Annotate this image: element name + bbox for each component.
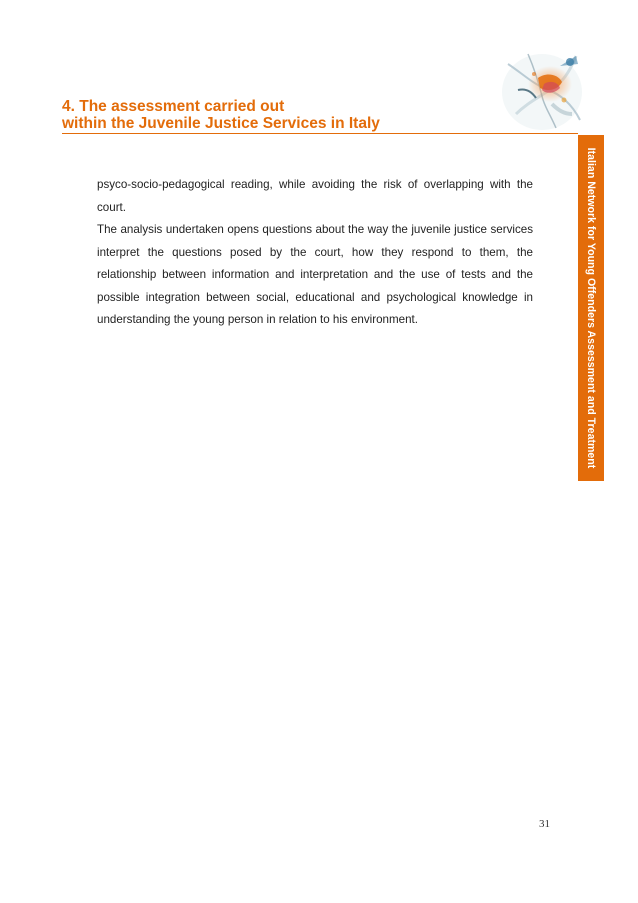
paragraph: psyco-socio-pedagogical reading, while avoiding the risk of overlapping with the court.: [97, 178, 533, 214]
side-tab: [578, 135, 604, 481]
paragraph: The analysis undertaken opens questions about the way the juvenile justice services interpret the questions posed by the court, how they respond to them, the relationship between information and interpretation and the use of tests and the possible integration between social, educational and psychological knowledge in understanding the young person in relation to his environment.: [97, 223, 533, 326]
page-number: 31: [539, 818, 550, 830]
side-tab-label: Italian Network for Young Offenders Assessment and Treatment: [585, 147, 597, 469]
section-heading: [62, 98, 578, 134]
section-heading-line1: 4. The assessment carried out: [62, 98, 285, 115]
body-text: [97, 174, 533, 332]
section-heading-line2: within the Juvenile Justice Services in Italy: [62, 115, 578, 134]
